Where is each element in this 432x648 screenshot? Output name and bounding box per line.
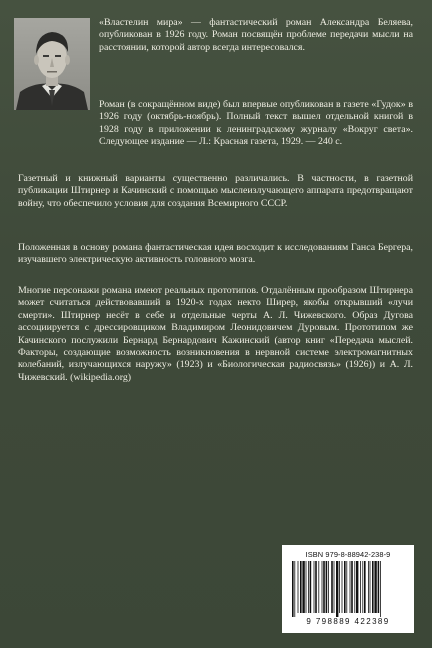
author-portrait-image xyxy=(14,18,90,110)
author-portrait xyxy=(14,18,90,110)
paragraph-versions: Газетный и книжный варианты существенно различались. В частности, в газетной публикации Штирнер и Качинский с помощью мыслеизлучающего аппарата предотвращают войну, что обеспечило условия для создания Всемирного СССР. xyxy=(18,173,413,209)
barcode-digits: 9 798889 422389 xyxy=(306,617,390,626)
isbn-label: ISBN 979-8-88942-238-9 xyxy=(305,550,391,559)
isbn-barcode xyxy=(282,545,414,633)
paragraph-intro: «Властелин мира» — фантастический роман Александра Беляева, опубликован в 1926 году. Роман посвящён проблеме передачи мысли на расстоянии, которой автор всегда интересовался. xyxy=(99,17,413,53)
paragraph-prototypes: Многие персонажи романа имеют реальных прототипов. Отдалённым прообразом Штирнера может считаться действовавший в 1920-х годах некто Ширер, якобы открывший «лучи смерти». Штирнер несёт в себе и отдельные черты А. Л. Чижевского. Образ Дугова ассоциируется с дрессировщиком Владимиром Леонидовичем Дуровым. Прототипом же Качинского послужили Бернард Бернардович Кажинский (автор книг «Передача мыслей. Факторы, создающие возможность возникновения в нервной системе электромагнитных колебаний, излучающихся наружу» (1923) и «Биологическая радиосвязь» (1926)) и А. Л. Чижевский. (wikipedia.org) xyxy=(18,285,413,383)
barcode-icon xyxy=(288,561,408,617)
paragraph-publication: Роман (в сокращённом виде) был впервые опубликован в газете «Гудок» в 1926 году (октябрь-ноябрь). Полный текст вышел отдельной книгой в 1928 году в приложении к ленинградскому журналу «Вокруг света». Следующее издание — Л.: Красная газета, 1929. — 240 с. xyxy=(99,99,413,148)
paragraph-idea: Положенная в основу романа фантастическая идея восходит к исследованиям Ганса Бергера, изучавшего электрическую активность головного мозга. xyxy=(18,242,413,266)
